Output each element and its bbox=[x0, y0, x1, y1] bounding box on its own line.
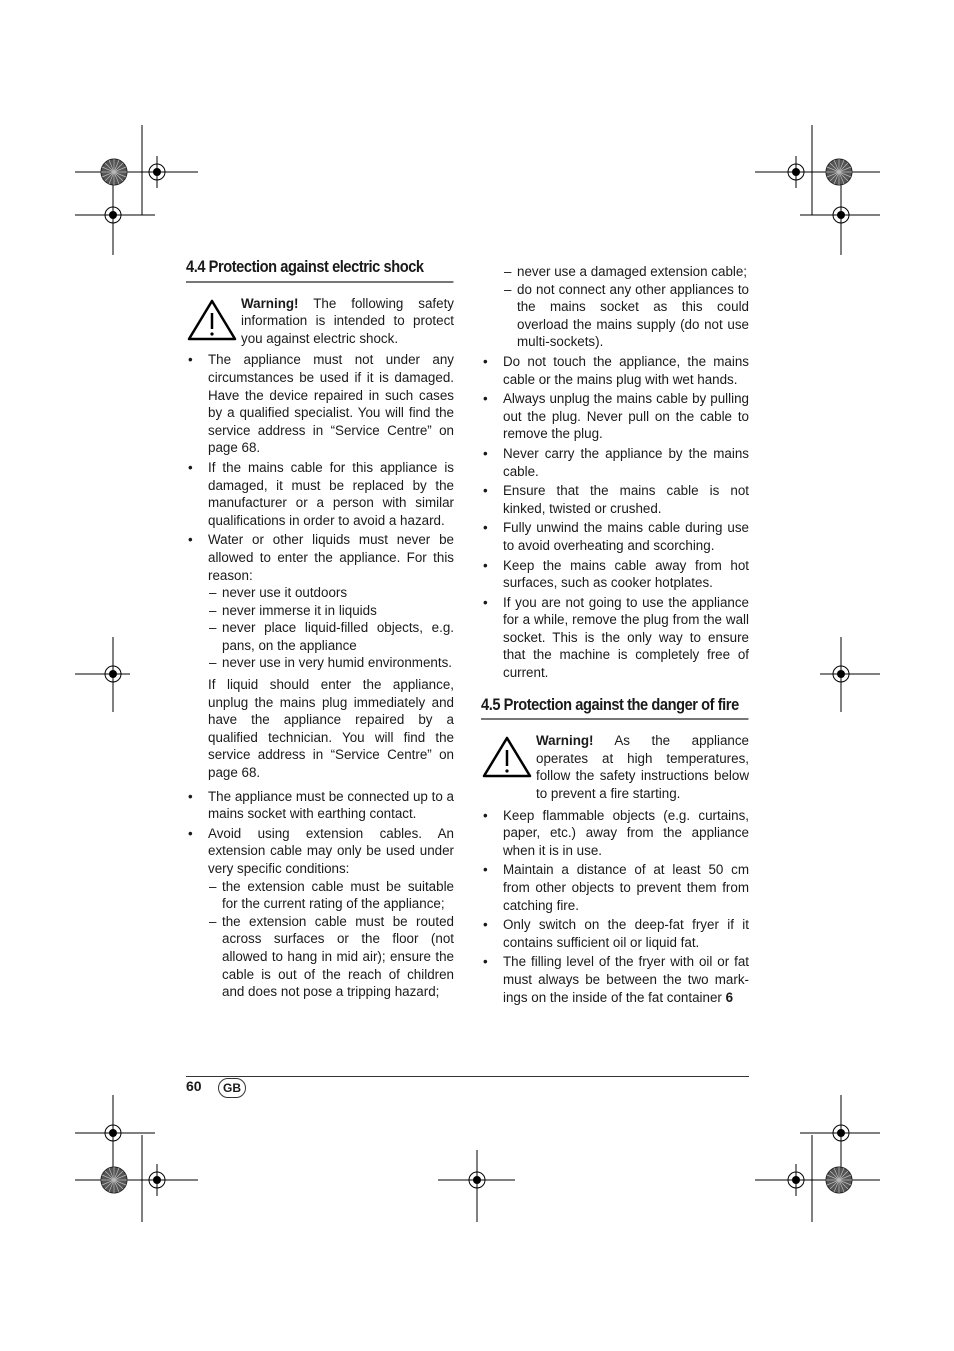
list-item: • Only switch on the deep-fat fryer if it contains sufficient oil or liquid fat. bbox=[481, 916, 749, 951]
dash-item: – do not connect any other appliances to the mains socket as this could overload the mains supply (do not use multi-sockets). bbox=[503, 281, 749, 351]
page-number: 60 bbox=[186, 1078, 202, 1094]
dash-item: – never use in very humid environments. bbox=[208, 654, 454, 672]
list-item: • Maintain a distance of at least 50 cm from other objects to prevent them from catching fire. bbox=[481, 861, 749, 914]
list-item bbox=[186, 825, 454, 1001]
language-badge: GB bbox=[218, 1078, 246, 1098]
list-item-text: Water or other liquids must never be allowed to enter the appliance. For this reason: bbox=[208, 532, 454, 583]
warning-block bbox=[481, 732, 749, 802]
section-heading-fire: 4.5 Protection against the danger of fire bbox=[481, 696, 748, 721]
list-item: • Keep the mains cable away from hot surfaces, such as cooker hotplates. bbox=[481, 557, 749, 592]
bullet-list bbox=[481, 807, 749, 1007]
list-item: • The appliance must not under any circumstances be used if it is damaged. Have the device repaired in such cases by a qualified specialist. You will find the service address in “Service Centre” on page 68. bbox=[186, 351, 454, 457]
dash-item: – the extension cable must be suitable for the current rating of the appliance; bbox=[208, 878, 454, 913]
warning-block bbox=[186, 295, 454, 348]
list-item: • Do not touch the appliance, the mains cable or the mains plug with wet hands. bbox=[481, 353, 749, 388]
warning-text: The following safety information is intended to protect you against electric shock. bbox=[241, 295, 454, 346]
warning-label: Warning! bbox=[536, 733, 594, 749]
warning-triangle-icon bbox=[482, 736, 532, 778]
dash-item: – never use a damaged extension cable; bbox=[503, 263, 749, 281]
bullet-list bbox=[186, 788, 454, 1001]
dash-list bbox=[503, 263, 749, 351]
dash-list bbox=[208, 584, 454, 672]
list-item: • Ensure that the mains cable is not kinked, twisted or crushed. bbox=[481, 482, 749, 517]
dash-list bbox=[208, 878, 454, 1001]
right-column bbox=[481, 263, 749, 1008]
list-item: • Fully unwind the mains cable during use to avoid overheating and scorching. bbox=[481, 519, 749, 554]
list-item-text: The filling level of the fryer with oil or fat must always be between the two mark-ings on the inside of the fat container bbox=[503, 954, 749, 1005]
bullet-list bbox=[186, 351, 454, 672]
left-column bbox=[186, 258, 454, 1003]
dash-item: – the extension cable must be routed across surfaces or the floor (not allowed to hang in mid air); ensure the cable is out of the reach of children and does not pose a tripping hazard; bbox=[208, 913, 454, 1001]
dash-item: – never place liquid-filled objects, e.g. pans, on the appliance bbox=[208, 619, 454, 654]
footer-rule bbox=[186, 1076, 749, 1077]
section-heading-electric-shock: 4.4 Protection against electric shock bbox=[186, 258, 453, 283]
list-item: • If you are not going to use the appliance for a while, remove the plug from the wall socket. This is the only way to ensure that the machine is completely free of current. bbox=[481, 594, 749, 682]
list-item-text: Avoid using extension cables. An extension cable may only be used under very specific conditions: bbox=[208, 825, 454, 876]
warning-label: Warning! bbox=[241, 295, 299, 311]
dash-item: – never use it outdoors bbox=[208, 584, 454, 602]
list-item: • Never carry the appliance by the mains cable. bbox=[481, 445, 749, 480]
part-reference: 6 bbox=[725, 989, 734, 1005]
bullet-list bbox=[481, 353, 749, 682]
list-item: • The appliance must be connected up to a mains socket with earthing contact. bbox=[186, 788, 454, 823]
list-item: • If the mains cable for this appliance is damaged, it must be replaced by the manufacturer or a person with similar qualifications in order to avoid a hazard. bbox=[186, 459, 454, 529]
dash-item: – never immerse it in liquids bbox=[208, 602, 454, 620]
warning-triangle-icon bbox=[187, 299, 237, 341]
list-item bbox=[481, 953, 749, 1006]
list-item: • Always unplug the mains cable by pulling out the plug. Never pull on the cable to remove the plug. bbox=[481, 390, 749, 443]
list-item bbox=[186, 531, 454, 672]
list-item: • Keep flammable objects (e.g. curtains, paper, etc.) away from the appliance when it is in use. bbox=[481, 807, 749, 860]
warning-text: As the appliance operates at high temperatures, follow the safety instructions below to prevent a fire starting. bbox=[536, 733, 749, 802]
paragraph: If liquid should enter the appliance, unplug the mains plug immediately and have the appliance repaired by a qualified technician. You will find the service address in “Service Centre” on page 68. bbox=[208, 677, 454, 781]
